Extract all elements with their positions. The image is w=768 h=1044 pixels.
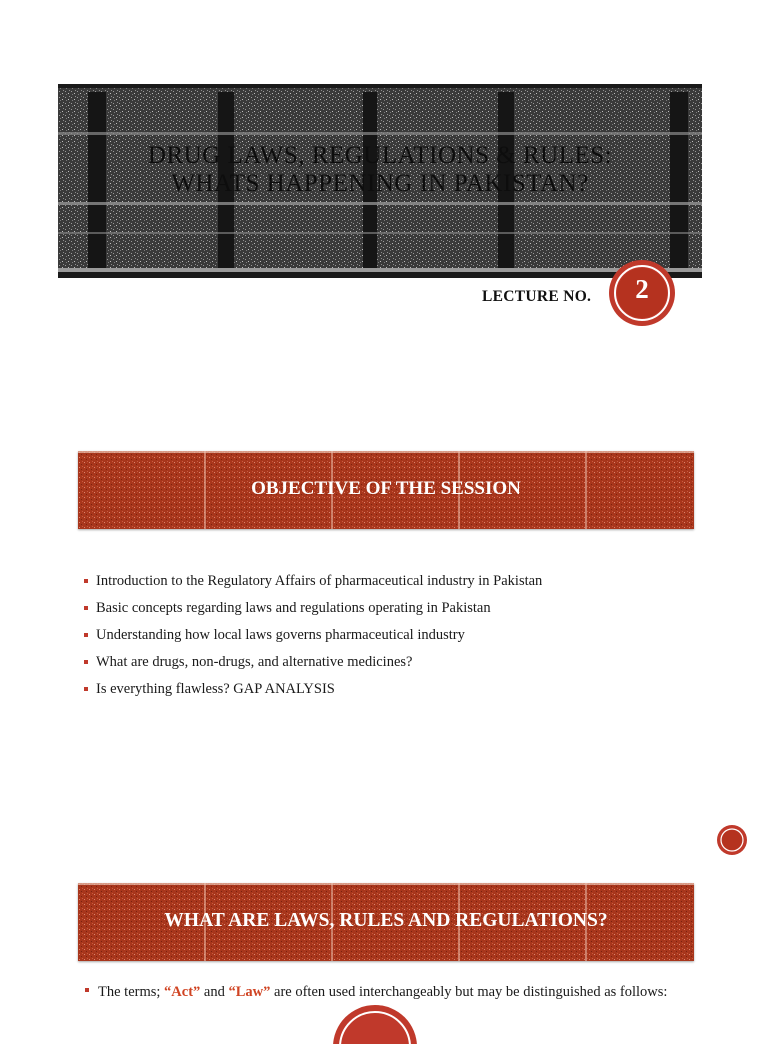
bullet-marker [84,633,88,637]
bullet-marker [85,988,89,992]
laws-heading-banner [78,883,694,961]
list-item [84,649,542,676]
bullet-marker [84,687,88,691]
terms-prefix: The terms; [98,984,165,1000]
list-item [84,622,542,649]
bullet-text: Introduction to the Regulatory Affairs of pharmaceutical industry in Pakistan [96,573,543,589]
list-item [84,568,542,595]
list-item [84,676,542,703]
bullet-text: Understanding how local laws governs pharmaceutical industry [96,627,465,643]
title-line-2: WHATS HAPPENING IN PAKISTAN? [171,170,589,197]
term-act: “Act” [164,984,201,1000]
terms-and: and [200,984,229,1000]
laws-heading: WHAT ARE LAWS, RULES AND REGULATIONS? [164,910,608,931]
objective-heading: OBJECTIVE OF THE SESSION [251,478,521,499]
lecture-label: LECTURE NO. [482,288,592,305]
term-law: “Law” [228,984,271,1000]
bullet-text: Basic concepts regarding laws and regulations operating in Pakistan [96,600,491,616]
bullet-text: What are drugs, non-drugs, and alternative medicines? [96,654,413,670]
objective-bullet-list [84,568,542,703]
terms-paragraph [85,984,667,1001]
title-banner [58,84,702,278]
list-item [84,595,542,622]
title-line-1: DRUG LAWS, REGULATIONS & RULES: [147,142,613,169]
next-slide-badge-icon [332,1004,418,1044]
presentation-title [58,142,702,198]
bullet-marker [84,579,88,583]
objective-heading-banner [78,451,694,529]
terms-suffix: are often used interchangeably but may be distinguished as follows: [270,984,668,1000]
slide-marker-dot-icon [716,824,748,856]
bullet-marker [84,606,88,610]
bullet-text: Is everything flawless? GAP ANALYSIS [96,681,335,697]
lecture-number: 2 [635,274,649,304]
bullet-marker [84,660,88,664]
